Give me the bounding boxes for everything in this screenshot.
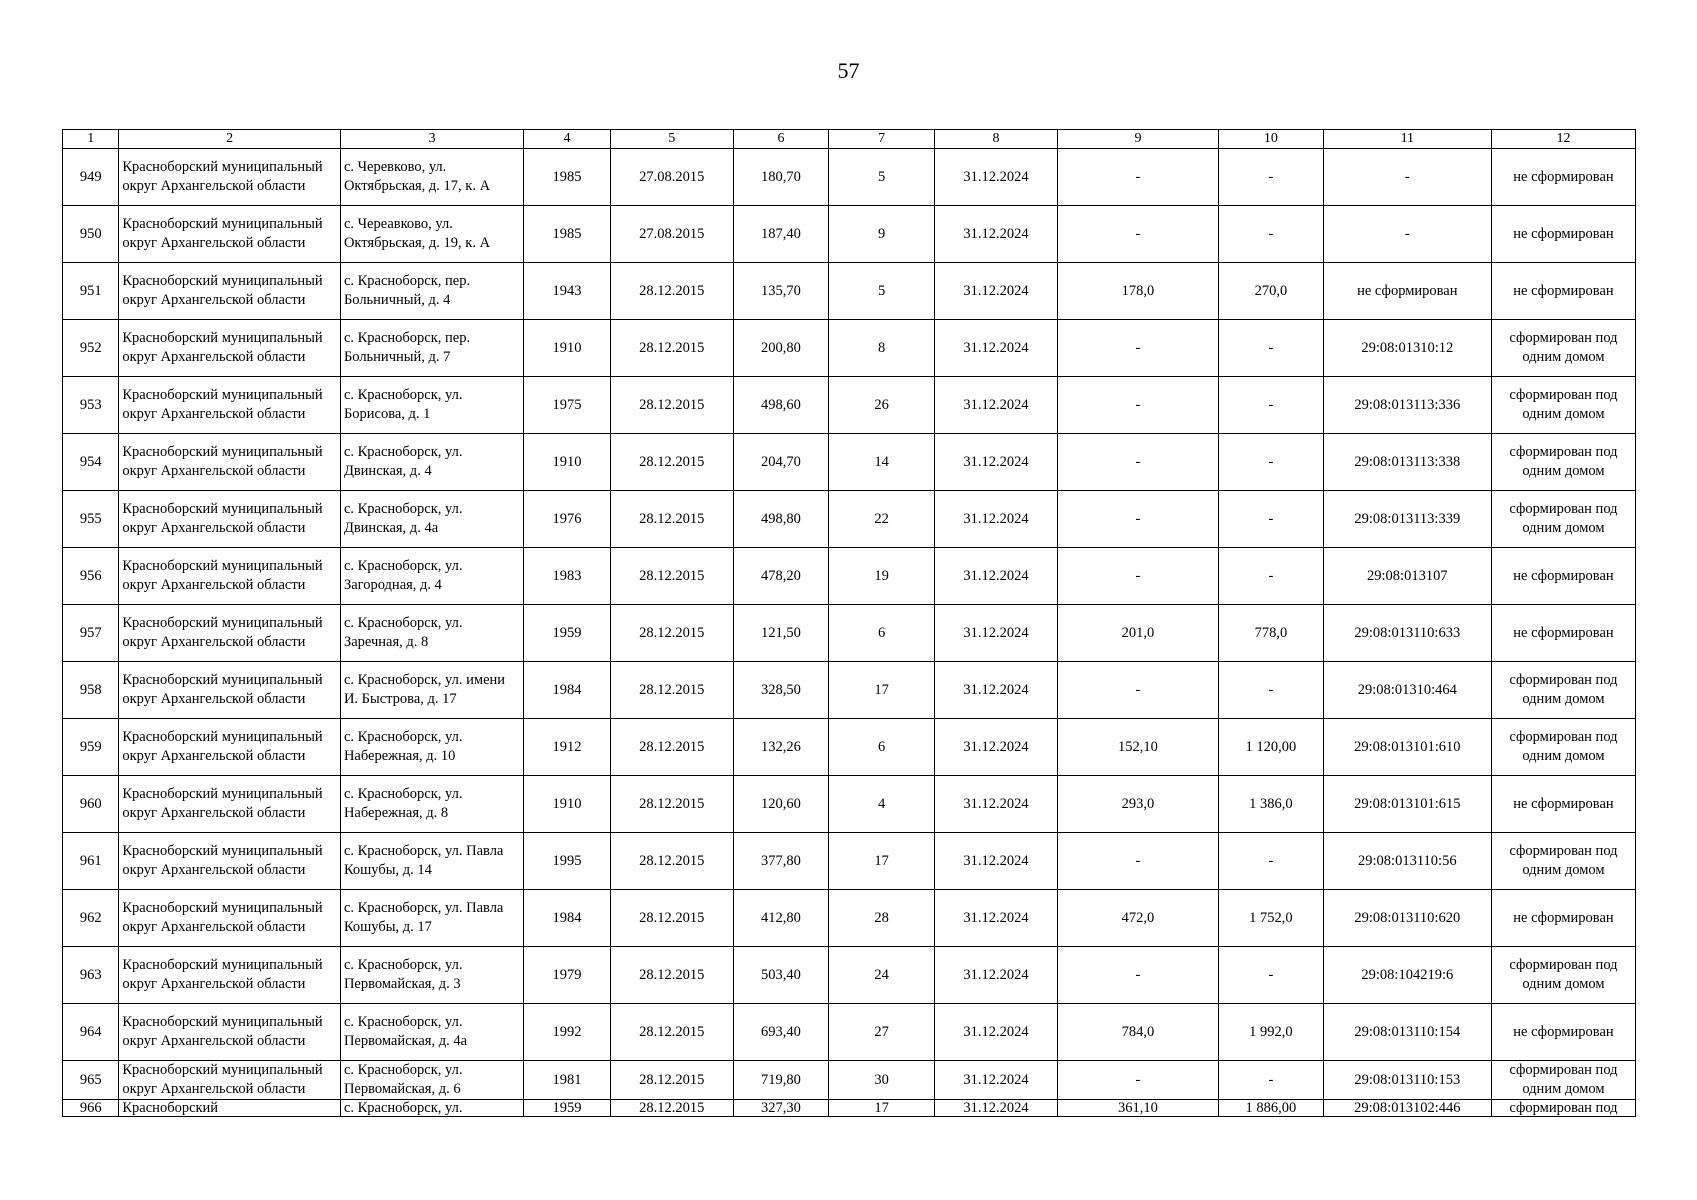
resettlement-deadline-cell: 31.12.2024 xyxy=(935,434,1058,491)
table-row xyxy=(63,206,1636,263)
table-row xyxy=(63,605,1636,662)
column-10-cell: 1 120,00 xyxy=(1219,719,1324,776)
build-year-cell: 1912 xyxy=(524,719,611,776)
column-number-cell: 12 xyxy=(1491,130,1635,149)
cadastral-number-cell: 29:08:013110:633 xyxy=(1323,605,1491,662)
row-number-cell: 954 xyxy=(63,434,119,491)
cadastral-number-cell: 29:08:013113:336 xyxy=(1323,377,1491,434)
column-9-cell: 152,10 xyxy=(1057,719,1218,776)
table-row xyxy=(63,548,1636,605)
table-row xyxy=(63,263,1636,320)
municipality-cell: Красноборский муниципальный округ Архангельской области xyxy=(119,890,341,947)
table-row xyxy=(63,434,1636,491)
recognition-date-cell: 28.12.2015 xyxy=(610,320,733,377)
residents-count-cell: 6 xyxy=(829,605,935,662)
recognition-date-cell: 28.12.2015 xyxy=(610,548,733,605)
municipality-cell: Красноборский муниципальный округ Архангельской области xyxy=(119,833,341,890)
column-9-cell: - xyxy=(1057,320,1218,377)
resettlement-deadline-cell: 31.12.2024 xyxy=(935,377,1058,434)
address-cell: с. Красноборск, ул. Павла Кошубы, д. 14 xyxy=(340,833,523,890)
column-10-cell: - xyxy=(1219,1061,1324,1100)
recognition-date-cell: 28.12.2015 xyxy=(610,434,733,491)
column-10-cell: 270,0 xyxy=(1219,263,1324,320)
column-9-cell: 784,0 xyxy=(1057,1004,1218,1061)
column-number-cell: 5 xyxy=(610,130,733,149)
resettlement-deadline-cell: 31.12.2024 xyxy=(935,1061,1058,1100)
cadastral-number-cell: 29:08:01310:12 xyxy=(1323,320,1491,377)
living-area-cell: 693,40 xyxy=(733,1004,829,1061)
table-row xyxy=(63,1004,1636,1061)
cadastral-number-cell: 29:08:013110:153 xyxy=(1323,1061,1491,1100)
municipality-cell: Красноборский муниципальный округ Архангельской области xyxy=(119,206,341,263)
land-plot-status-cell: сформирован под одним домом xyxy=(1491,320,1635,377)
land-plot-status-cell: сформирован под одним домом xyxy=(1491,662,1635,719)
land-plot-status-cell: не сформирован xyxy=(1491,548,1635,605)
land-plot-status-cell: не сформирован xyxy=(1491,605,1635,662)
row-number-cell: 956 xyxy=(63,548,119,605)
recognition-date-cell: 28.12.2015 xyxy=(610,662,733,719)
living-area-cell: 498,60 xyxy=(733,377,829,434)
row-number-cell: 964 xyxy=(63,1004,119,1061)
cadastral-number-cell: 29:08:013110:56 xyxy=(1323,833,1491,890)
column-9-cell: - xyxy=(1057,434,1218,491)
cadastral-number-cell: 29:08:013113:339 xyxy=(1323,491,1491,548)
land-plot-status-cell: сформирован под одним домом xyxy=(1491,833,1635,890)
cadastral-number-cell: 29:08:013101:615 xyxy=(1323,776,1491,833)
address-cell: с. Красноборск, ул. Первомайская, д. 3 xyxy=(340,947,523,1004)
table-row xyxy=(63,776,1636,833)
column-10-cell: 778,0 xyxy=(1219,605,1324,662)
land-plot-status-cell: сформирован под одним домом xyxy=(1491,491,1635,548)
recognition-date-cell: 27.08.2015 xyxy=(610,206,733,263)
column-9-cell: 201,0 xyxy=(1057,605,1218,662)
living-area-cell: 132,26 xyxy=(733,719,829,776)
municipality-cell: Красноборский муниципальный округ Архангельской области xyxy=(119,776,341,833)
build-year-cell: 1981 xyxy=(524,1061,611,1100)
table-row xyxy=(63,1061,1636,1100)
recognition-date-cell: 28.12.2015 xyxy=(610,491,733,548)
build-year-cell: 1984 xyxy=(524,662,611,719)
row-number-cell: 951 xyxy=(63,263,119,320)
build-year-cell: 1979 xyxy=(524,947,611,1004)
cadastral-number-cell: - xyxy=(1323,206,1491,263)
build-year-cell: 1985 xyxy=(524,149,611,206)
column-number-header-row xyxy=(63,130,1636,149)
residents-count-cell: 6 xyxy=(829,719,935,776)
living-area-cell: 377,80 xyxy=(733,833,829,890)
address-cell: с. Красноборск, ул. Двинская, д. 4а xyxy=(340,491,523,548)
resettlement-deadline-cell: 31.12.2024 xyxy=(935,149,1058,206)
address-cell: с. Красноборск, ул. Двинская, д. 4 xyxy=(340,434,523,491)
column-number-cell: 7 xyxy=(829,130,935,149)
cadastral-number-cell: не сформирован xyxy=(1323,263,1491,320)
row-number-cell: 962 xyxy=(63,890,119,947)
residents-count-cell: 5 xyxy=(829,263,935,320)
column-number-cell: 8 xyxy=(935,130,1058,149)
row-number-cell: 957 xyxy=(63,605,119,662)
residents-count-cell: 4 xyxy=(829,776,935,833)
column-9-cell: - xyxy=(1057,662,1218,719)
municipality-cell: Красноборский муниципальный округ Архангельской области xyxy=(119,263,341,320)
table-row xyxy=(63,1100,1636,1117)
recognition-date-cell: 28.12.2015 xyxy=(610,377,733,434)
residents-count-cell: 17 xyxy=(829,833,935,890)
living-area-cell: 503,40 xyxy=(733,947,829,1004)
resettlement-deadline-cell: 31.12.2024 xyxy=(935,263,1058,320)
municipality-cell: Красноборский муниципальный округ Архангельской области xyxy=(119,434,341,491)
row-number-cell: 961 xyxy=(63,833,119,890)
build-year-cell: 1959 xyxy=(524,1100,611,1117)
column-10-cell: - xyxy=(1219,833,1324,890)
build-year-cell: 1985 xyxy=(524,206,611,263)
municipality-cell: Красноборский муниципальный округ Архангельской области xyxy=(119,1061,341,1100)
municipality-cell: Красноборский xyxy=(119,1100,341,1117)
residents-count-cell: 30 xyxy=(829,1061,935,1100)
column-number-cell: 6 xyxy=(733,130,829,149)
column-number-cell: 9 xyxy=(1057,130,1218,149)
residents-count-cell: 5 xyxy=(829,149,935,206)
municipality-cell: Красноборский муниципальный округ Архангельской области xyxy=(119,1004,341,1061)
land-plot-status-cell: сформирован под xyxy=(1491,1100,1635,1117)
build-year-cell: 1910 xyxy=(524,434,611,491)
residents-count-cell: 9 xyxy=(829,206,935,263)
build-year-cell: 1984 xyxy=(524,890,611,947)
recognition-date-cell: 28.12.2015 xyxy=(610,833,733,890)
land-plot-status-cell: сформирован под одним домом xyxy=(1491,719,1635,776)
cadastral-number-cell: 29:08:013113:338 xyxy=(1323,434,1491,491)
land-plot-status-cell: не сформирован xyxy=(1491,890,1635,947)
recognition-date-cell: 28.12.2015 xyxy=(610,719,733,776)
living-area-cell: 120,60 xyxy=(733,776,829,833)
resettlement-deadline-cell: 31.12.2024 xyxy=(935,890,1058,947)
build-year-cell: 1959 xyxy=(524,605,611,662)
recognition-date-cell: 28.12.2015 xyxy=(610,1100,733,1117)
living-area-cell: 200,80 xyxy=(733,320,829,377)
land-plot-status-cell: не сформирован xyxy=(1491,206,1635,263)
cadastral-number-cell: 29:08:01310:464 xyxy=(1323,662,1491,719)
recognition-date-cell: 28.12.2015 xyxy=(610,605,733,662)
land-plot-status-cell: сформирован под одним домом xyxy=(1491,377,1635,434)
residents-count-cell: 24 xyxy=(829,947,935,1004)
land-plot-status-cell: не сформирован xyxy=(1491,1004,1635,1061)
column-10-cell: - xyxy=(1219,149,1324,206)
resettlement-deadline-cell: 31.12.2024 xyxy=(935,1004,1058,1061)
residents-count-cell: 8 xyxy=(829,320,935,377)
build-year-cell: 1910 xyxy=(524,776,611,833)
land-plot-status-cell: не сформирован xyxy=(1491,776,1635,833)
living-area-cell: 121,50 xyxy=(733,605,829,662)
column-number-cell: 2 xyxy=(119,130,341,149)
recognition-date-cell: 28.12.2015 xyxy=(610,1061,733,1100)
living-area-cell: 328,50 xyxy=(733,662,829,719)
table-row xyxy=(63,833,1636,890)
municipality-cell: Красноборский муниципальный округ Архангельской области xyxy=(119,320,341,377)
column-10-cell: - xyxy=(1219,377,1324,434)
address-cell: с. Красноборск, ул. Павла Кошубы, д. 17 xyxy=(340,890,523,947)
resettlement-deadline-cell: 31.12.2024 xyxy=(935,719,1058,776)
column-10-cell: - xyxy=(1219,320,1324,377)
cadastral-number-cell: 29:08:013107 xyxy=(1323,548,1491,605)
land-plot-status-cell: не сформирован xyxy=(1491,149,1635,206)
table-row xyxy=(63,377,1636,434)
resettlement-deadline-cell: 31.12.2024 xyxy=(935,206,1058,263)
residents-count-cell: 17 xyxy=(829,1100,935,1117)
recognition-date-cell: 28.12.2015 xyxy=(610,1004,733,1061)
cadastral-number-cell: 29:08:013110:620 xyxy=(1323,890,1491,947)
column-9-cell: - xyxy=(1057,149,1218,206)
address-cell: с. Красноборск, ул. Набережная, д. 8 xyxy=(340,776,523,833)
table-row xyxy=(63,491,1636,548)
row-number-cell: 963 xyxy=(63,947,119,1004)
living-area-cell: 498,80 xyxy=(733,491,829,548)
municipality-cell: Красноборский муниципальный округ Архангельской области xyxy=(119,491,341,548)
residents-count-cell: 22 xyxy=(829,491,935,548)
address-cell: с. Красноборск, пер. Больничный, д. 4 xyxy=(340,263,523,320)
residents-count-cell: 28 xyxy=(829,890,935,947)
row-number-cell: 958 xyxy=(63,662,119,719)
recognition-date-cell: 28.12.2015 xyxy=(610,263,733,320)
build-year-cell: 1910 xyxy=(524,320,611,377)
address-cell: с. Красноборск, ул. Загородная, д. 4 xyxy=(340,548,523,605)
housing-registry-table xyxy=(62,129,1636,1117)
municipality-cell: Красноборский муниципальный округ Архангельской области xyxy=(119,719,341,776)
build-year-cell: 1976 xyxy=(524,491,611,548)
address-cell: с. Красноборск, ул. Борисова, д. 1 xyxy=(340,377,523,434)
land-plot-status-cell: не сформирован xyxy=(1491,263,1635,320)
column-10-cell: 1 886,00 xyxy=(1219,1100,1324,1117)
residents-count-cell: 26 xyxy=(829,377,935,434)
column-10-cell: 1 386,0 xyxy=(1219,776,1324,833)
land-plot-status-cell: сформирован под одним домом xyxy=(1491,434,1635,491)
column-9-cell: - xyxy=(1057,491,1218,548)
cadastral-number-cell: 29:08:013110:154 xyxy=(1323,1004,1491,1061)
municipality-cell: Красноборский муниципальный округ Архангельской области xyxy=(119,548,341,605)
municipality-cell: Красноборский муниципальный округ Архангельской области xyxy=(119,605,341,662)
address-cell: с. Череавково, ул. Октябрьская, д. 19, к. А xyxy=(340,206,523,263)
column-9-cell: - xyxy=(1057,1061,1218,1100)
address-cell: с. Черевково, ул. Октябрьская, д. 17, к. А xyxy=(340,149,523,206)
column-10-cell: - xyxy=(1219,548,1324,605)
column-10-cell: 1 752,0 xyxy=(1219,890,1324,947)
column-9-cell: - xyxy=(1057,206,1218,263)
row-number-cell: 959 xyxy=(63,719,119,776)
recognition-date-cell: 28.12.2015 xyxy=(610,890,733,947)
cadastral-number-cell: 29:08:104219:6 xyxy=(1323,947,1491,1004)
resettlement-deadline-cell: 31.12.2024 xyxy=(935,662,1058,719)
column-10-cell: 1 992,0 xyxy=(1219,1004,1324,1061)
resettlement-deadline-cell: 31.12.2024 xyxy=(935,776,1058,833)
municipality-cell: Красноборский муниципальный округ Архангельской области xyxy=(119,149,341,206)
page-number: 57 xyxy=(837,58,860,83)
municipality-cell: Красноборский муниципальный округ Архангельской области xyxy=(119,377,341,434)
table-row xyxy=(63,719,1636,776)
column-9-cell: 472,0 xyxy=(1057,890,1218,947)
resettlement-deadline-cell: 31.12.2024 xyxy=(935,320,1058,377)
build-year-cell: 1943 xyxy=(524,263,611,320)
address-cell: с. Красноборск, ул. Набережная, д. 10 xyxy=(340,719,523,776)
cadastral-number-cell: 29:08:013102:446 xyxy=(1323,1100,1491,1117)
column-10-cell: - xyxy=(1219,947,1324,1004)
row-number-cell: 950 xyxy=(63,206,119,263)
municipality-cell: Красноборский муниципальный округ Архангельской области xyxy=(119,947,341,1004)
living-area-cell: 187,40 xyxy=(733,206,829,263)
column-number-cell: 3 xyxy=(340,130,523,149)
row-number-cell: 966 xyxy=(63,1100,119,1117)
address-cell: с. Красноборск, ул. Первомайская, д. 4а xyxy=(340,1004,523,1061)
address-cell: с. Красноборск, ул. Первомайская, д. 6 xyxy=(340,1061,523,1100)
resettlement-deadline-cell: 31.12.2024 xyxy=(935,548,1058,605)
column-10-cell: - xyxy=(1219,662,1324,719)
table-row xyxy=(63,662,1636,719)
column-9-cell: 293,0 xyxy=(1057,776,1218,833)
living-area-cell: 180,70 xyxy=(733,149,829,206)
residents-count-cell: 14 xyxy=(829,434,935,491)
recognition-date-cell: 28.12.2015 xyxy=(610,776,733,833)
build-year-cell: 1992 xyxy=(524,1004,611,1061)
table-row xyxy=(63,320,1636,377)
build-year-cell: 1995 xyxy=(524,833,611,890)
table-row xyxy=(63,149,1636,206)
living-area-cell: 719,80 xyxy=(733,1061,829,1100)
resettlement-deadline-cell: 31.12.2024 xyxy=(935,833,1058,890)
column-number-cell: 4 xyxy=(524,130,611,149)
row-number-cell: 952 xyxy=(63,320,119,377)
cadastral-number-cell: - xyxy=(1323,149,1491,206)
address-cell: с. Красноборск, ул. имени И. Быстрова, д. 17 xyxy=(340,662,523,719)
cadastral-number-cell: 29:08:013101:610 xyxy=(1323,719,1491,776)
address-cell: с. Красноборск, ул. Заречная, д. 8 xyxy=(340,605,523,662)
living-area-cell: 478,20 xyxy=(733,548,829,605)
resettlement-deadline-cell: 31.12.2024 xyxy=(935,947,1058,1004)
column-number-cell: 11 xyxy=(1323,130,1491,149)
table-row xyxy=(63,890,1636,947)
column-number-cell: 1 xyxy=(63,130,119,149)
column-number-cell: 10 xyxy=(1219,130,1324,149)
row-number-cell: 949 xyxy=(63,149,119,206)
resettlement-deadline-cell: 31.12.2024 xyxy=(935,1100,1058,1117)
column-9-cell: - xyxy=(1057,548,1218,605)
land-plot-status-cell: сформирован под одним домом xyxy=(1491,1061,1635,1100)
land-plot-status-cell: сформирован под одним домом xyxy=(1491,947,1635,1004)
table-body xyxy=(63,130,1636,1117)
municipality-cell: Красноборский муниципальный округ Архангельской области xyxy=(119,662,341,719)
column-9-cell: 178,0 xyxy=(1057,263,1218,320)
row-number-cell: 965 xyxy=(63,1061,119,1100)
living-area-cell: 412,80 xyxy=(733,890,829,947)
resettlement-deadline-cell: 31.12.2024 xyxy=(935,491,1058,548)
residents-count-cell: 17 xyxy=(829,662,935,719)
column-9-cell: - xyxy=(1057,947,1218,1004)
build-year-cell: 1975 xyxy=(524,377,611,434)
row-number-cell: 955 xyxy=(63,491,119,548)
column-10-cell: - xyxy=(1219,491,1324,548)
column-10-cell: - xyxy=(1219,206,1324,263)
column-9-cell: - xyxy=(1057,833,1218,890)
residents-count-cell: 27 xyxy=(829,1004,935,1061)
column-9-cell: - xyxy=(1057,377,1218,434)
column-10-cell: - xyxy=(1219,434,1324,491)
build-year-cell: 1983 xyxy=(524,548,611,605)
column-9-cell: 361,10 xyxy=(1057,1100,1218,1117)
table-row xyxy=(63,947,1636,1004)
living-area-cell: 135,70 xyxy=(733,263,829,320)
address-cell: с. Красноборск, ул. xyxy=(340,1100,523,1117)
residents-count-cell: 19 xyxy=(829,548,935,605)
recognition-date-cell: 28.12.2015 xyxy=(610,947,733,1004)
address-cell: с. Красноборск, пер. Больничный, д. 7 xyxy=(340,320,523,377)
recognition-date-cell: 27.08.2015 xyxy=(610,149,733,206)
living-area-cell: 204,70 xyxy=(733,434,829,491)
row-number-cell: 960 xyxy=(63,776,119,833)
resettlement-deadline-cell: 31.12.2024 xyxy=(935,605,1058,662)
row-number-cell: 953 xyxy=(63,377,119,434)
living-area-cell: 327,30 xyxy=(733,1100,829,1117)
